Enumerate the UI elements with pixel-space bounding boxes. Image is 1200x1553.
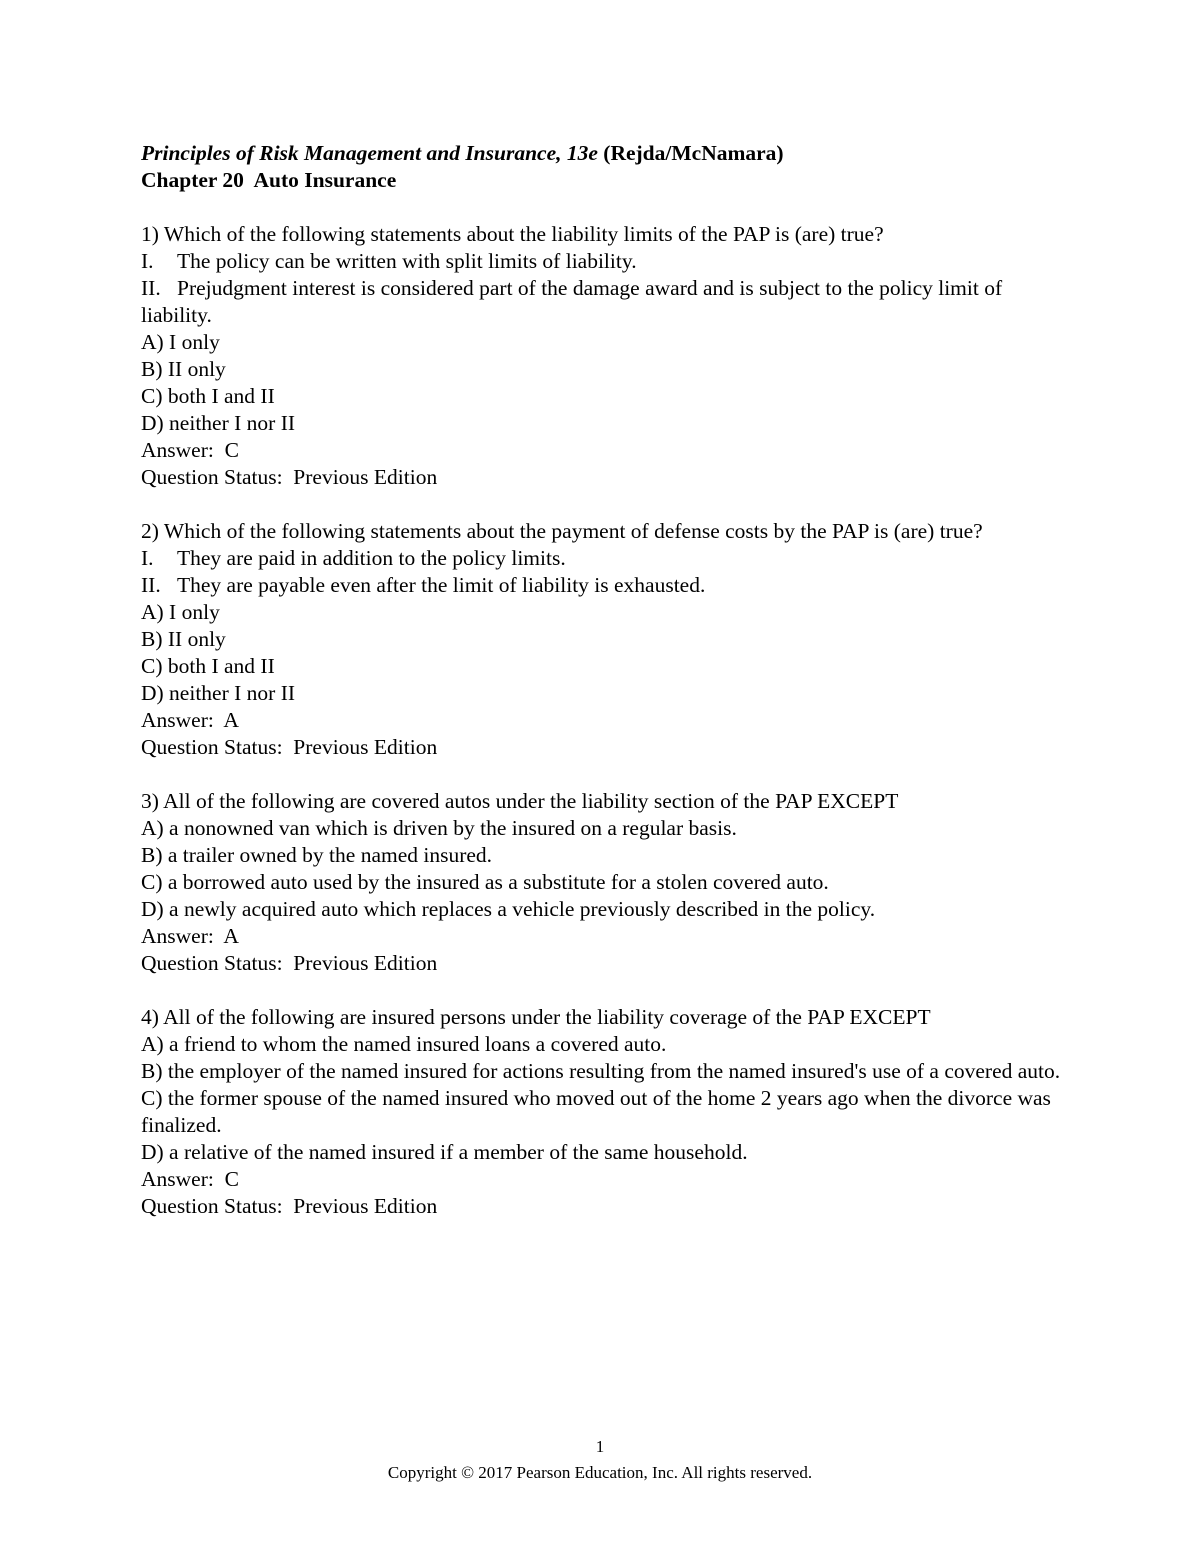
question-2 <box>141 518 1071 761</box>
book-authors: (Rejda/McNamara) <box>603 141 784 165</box>
question-status: Question Status: Previous Edition <box>141 735 438 759</box>
statement-number: I. <box>141 249 154 273</box>
question-stem: 2) Which of the following statements about the payment of defense costs by the PAP is (are) true? <box>141 519 983 543</box>
answer: Answer: C <box>141 438 239 462</box>
page-number: 1 <box>595 1437 605 1456</box>
copyright-notice: Copyright © 2017 Pearson Education, Inc. All rights reserved. <box>387 1463 813 1482</box>
option-b: B) a trailer owned by the named insured. <box>141 843 493 867</box>
option-a: A) a nonowned van which is driven by the insured on a regular basis. <box>141 816 737 840</box>
option-c: C) both I and II <box>141 384 275 408</box>
option-d: D) a relative of the named insured if a member of the same household. <box>141 1140 748 1164</box>
question-stem: 3) All of the following are covered autos under the liability section of the PAP EXCEPT <box>141 789 899 813</box>
option-a: A) I only <box>141 600 220 624</box>
question-status: Question Status: Previous Edition <box>141 1194 438 1218</box>
option-a: A) I only <box>141 330 220 354</box>
question-status: Question Status: Previous Edition <box>141 465 438 489</box>
question-1 <box>141 221 1071 491</box>
document-page <box>141 140 1071 1247</box>
option-b: B) the employer of the named insured for actions resulting from the named insured's use of a covered auto. <box>141 1059 1061 1083</box>
statement-i <box>141 545 1071 572</box>
statement-text: They are paid in addition to the policy limits. <box>177 546 566 570</box>
chapter-heading: Chapter 20 Auto Insurance <box>141 168 397 192</box>
statement-number: I. <box>141 546 154 570</box>
answer: Answer: C <box>141 1167 239 1191</box>
statement-ii <box>141 572 1071 599</box>
option-c: C) the former spouse of the named insured who moved out of the home 2 years ago when the divorce was finalized. <box>141 1086 1051 1137</box>
answer: Answer: A <box>141 708 239 732</box>
book-title: Principles of Risk Management and Insurance, 13e <box>141 141 598 165</box>
option-b: B) II only <box>141 357 226 381</box>
option-d: D) neither I nor II <box>141 411 296 435</box>
statement-text: The policy can be written with split limits of liability. <box>177 249 637 273</box>
option-c: C) a borrowed auto used by the insured as a substitute for a stolen covered auto. <box>141 870 829 894</box>
book-title-line <box>141 140 1071 167</box>
answer: Answer: A <box>141 924 239 948</box>
statement-text: Prejudgment interest is considered part of the damage award and is subject to the policy limit of liability. <box>141 276 1003 327</box>
statement-i <box>141 248 1071 275</box>
option-a: A) a friend to whom the named insured loans a covered auto. <box>141 1032 667 1056</box>
question-4 <box>141 1004 1071 1220</box>
question-stem: 1) Which of the following statements about the liability limits of the PAP is (are) true? <box>141 222 884 246</box>
statement-ii <box>141 275 1071 329</box>
statement-number: II. <box>141 276 161 300</box>
question-status: Question Status: Previous Edition <box>141 951 438 975</box>
option-d: D) a newly acquired auto which replaces a vehicle previously described in the policy. <box>141 897 876 921</box>
question-3 <box>141 788 1071 977</box>
option-c: C) both I and II <box>141 654 275 678</box>
question-stem: 4) All of the following are insured persons under the liability coverage of the PAP EXCEPT <box>141 1005 931 1029</box>
statement-text: They are payable even after the limit of liability is exhausted. <box>177 573 706 597</box>
statement-number: II. <box>141 573 161 597</box>
option-d: D) neither I nor II <box>141 681 296 705</box>
option-b: B) II only <box>141 627 226 651</box>
